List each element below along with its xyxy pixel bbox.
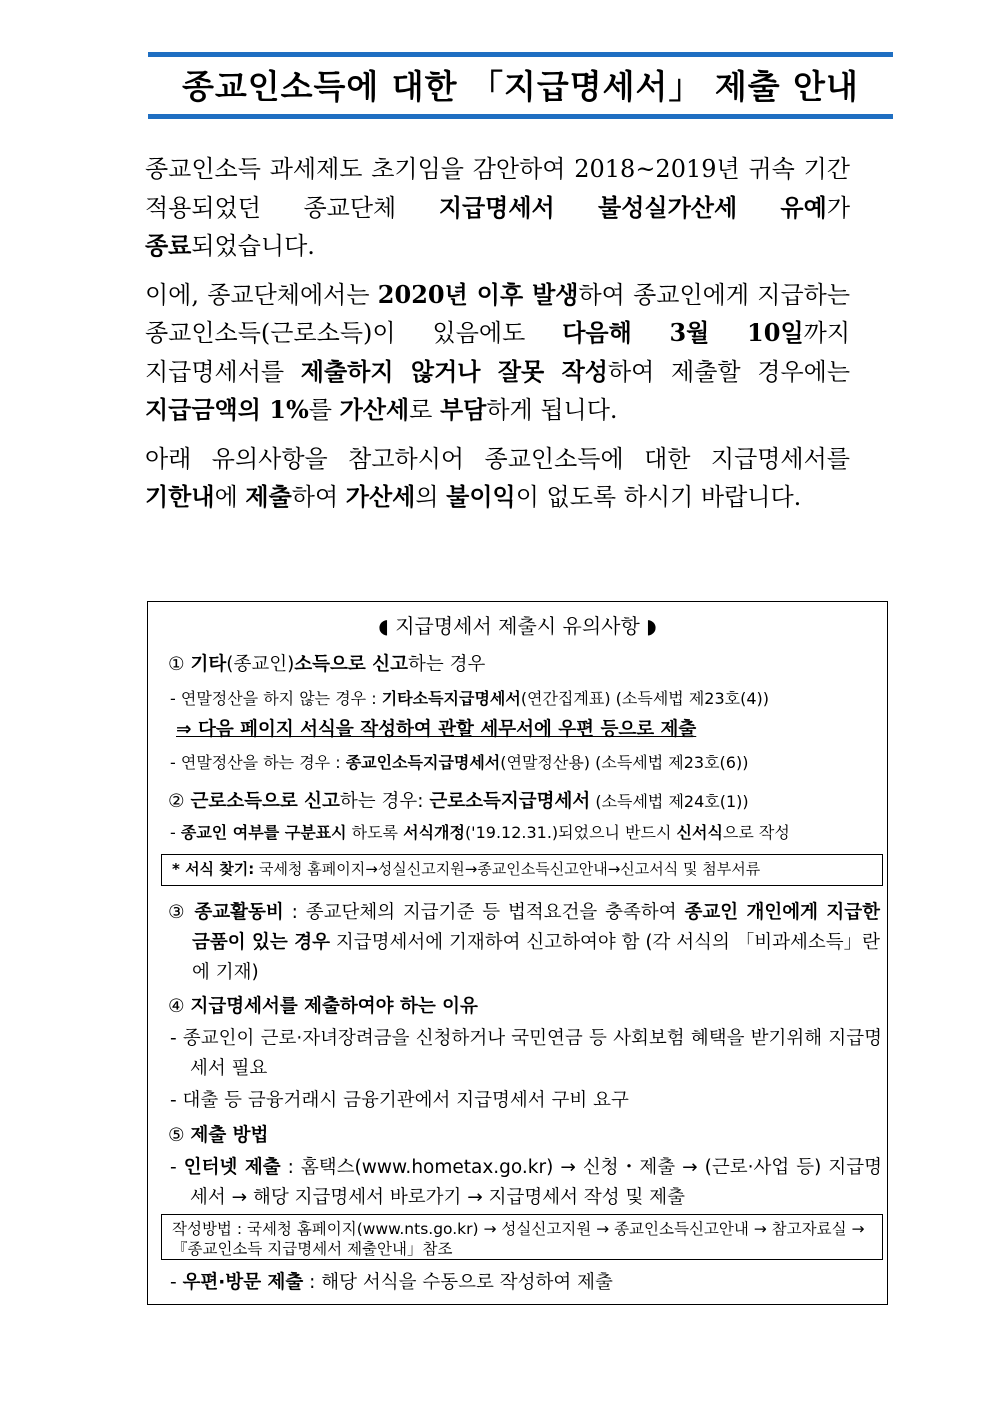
text: 를 — [308, 396, 340, 424]
intro-paragraph-3 — [145, 440, 850, 517]
text: - 연말정산을 하는 경우 : — [170, 753, 346, 772]
section-number: ③ — [168, 902, 187, 923]
title-bar — [148, 52, 893, 120]
text: - — [170, 1272, 183, 1293]
text: (연간집계표) (소득세법 제23호(4)) — [520, 689, 769, 708]
text: 하는 경우 — [407, 654, 486, 675]
write-method-note: 작성방법 : 국세청 홈페이지(www.nts.go.kr) → 성실신고지원 → 종교인소득신고안내 → 참고자료실 →『종교인소득 지급명세서 제출안내」참조 — [161, 1214, 883, 1260]
section-1-item-2 — [170, 748, 882, 777]
text: - — [170, 823, 181, 842]
intro-section — [145, 150, 850, 527]
text: : 해당 서식을 수동으로 작성하여 제출 — [303, 1272, 613, 1293]
title-bottom-rule — [148, 114, 893, 119]
text: 하여 제출할 경우에는 — [608, 357, 850, 386]
section-5-item-1 — [170, 1153, 882, 1213]
text: - 연말정산을 하지 않는 경우 : — [170, 689, 382, 708]
intro-paragraph-2 — [145, 276, 850, 430]
text: 까지 지급명세서를 — [145, 319, 851, 386]
text: 이 없도록 하시기 바랍니다. — [515, 483, 802, 511]
text: (연말정산용) (소득세법 제23호(6)) — [500, 753, 749, 772]
text: : 종교단체의 지급기준 등 법적요건을 충족하여 — [283, 902, 685, 923]
bold-text: 제출 방법 — [190, 1125, 269, 1146]
text: 으로 작성 — [722, 823, 790, 842]
bold-text: 지급명세서를 제출하여야 하는 이유 — [190, 996, 478, 1017]
box-heading: ◖ 지급명세서 제출시 유의사항 ◗ — [378, 614, 657, 638]
section-5-item-2 — [170, 1268, 882, 1297]
bold-text: 불이익 — [446, 482, 516, 511]
text: 국세청 홈페이지→성실신고지원→종교인소득신고안내→신고서식 및 첨부서류 — [254, 860, 761, 878]
text: ('19.12.31.)되었으니 반드시 — [464, 823, 677, 842]
bold-text: 서식개정 — [403, 823, 465, 842]
bold-text: 종교활동비 — [194, 902, 284, 923]
bold-text: 종료 — [145, 231, 192, 260]
bold-text: 종교인 여부를 구분표시 — [180, 823, 347, 842]
text: - — [170, 1157, 184, 1178]
bold-text: 인터넷 제출 — [183, 1157, 281, 1178]
notice-box — [147, 601, 888, 1305]
bold-text: 제출 — [245, 482, 292, 511]
bold-text: 가산세 — [339, 395, 410, 424]
text: : 홈택스(www.hometax.go.kr) → 신청・제출 → (근로·사업 등) 지급명세서 → 해당 지급명세서 바로가기 → 지급명세서 작성 및 제출 — [190, 1157, 882, 1208]
text: (종교인) — [226, 654, 295, 675]
bold-text: 다음해 3월 10일 — [562, 318, 804, 347]
bold-text: 지급금액의 1% — [145, 395, 309, 424]
text: 지급명세서에 기재하여 신고하여야 함 (각 서식의 「비과세소득」란에 기재) — [192, 932, 881, 983]
bold-text: 제출하지 않거나 잘못 작성 — [300, 356, 608, 386]
text: 에 — [214, 483, 246, 511]
text: 하는 경우: — [339, 791, 430, 812]
bold-text: 기타 — [190, 654, 227, 675]
bold-text: 우편·방문 제출 — [182, 1272, 304, 1293]
text: (소득세법 제24호(1)) — [590, 792, 749, 811]
text: 아래 유의사항을 참고하시어 종교인소득에 대한 지급명세서를 — [145, 444, 850, 473]
section-2-item-1 — [170, 818, 882, 847]
text: 가 — [826, 193, 850, 222]
title-top-rule — [148, 52, 893, 57]
intro-paragraph-1 — [145, 150, 850, 266]
bold-text: 가산세 — [345, 482, 416, 511]
bold-underlined-text: ⇒ 다음 페이지 서식을 작성하여 관할 세무서에 우편 등으로 제출 — [176, 719, 697, 740]
section-4-title — [168, 992, 880, 1021]
section-2-title — [168, 787, 880, 816]
bold-text: 2020년 이후 발생 — [377, 279, 579, 309]
text: 하여 종교인에게 지급하는 종교인소득(근로소득)이 있음에도 — [145, 280, 851, 347]
bold-text: * 서식 찾기: — [172, 860, 255, 878]
section-number: ⑤ — [168, 1125, 185, 1146]
text: 로 — [409, 396, 440, 424]
section-1-arrow-line — [176, 715, 888, 744]
page-title: 종교인소득에 대한 「지급명세서」 제출 안내 — [182, 67, 859, 106]
section-number: ① — [168, 654, 185, 675]
bold-text: 소득으로 신고 — [294, 654, 408, 675]
section-4-item-1: - 종교인이 근로·자녀장려금을 신청하거나 국민연금 등 사회보험 혜택을 받기위해 지급명세서 필요 — [170, 1028, 882, 1079]
bold-text: 종교인소득지급명세서 — [345, 753, 501, 772]
section-number: ② — [168, 791, 185, 812]
text: 이에, 종교단체에서는 — [145, 280, 378, 309]
text: 하도록 — [346, 823, 404, 842]
section-3 — [168, 898, 880, 988]
bold-text: 기타소득지급명세서 — [381, 689, 521, 708]
bold-text: 기한내 — [145, 482, 215, 511]
bold-text: 신서식 — [676, 823, 723, 842]
section-5-title — [168, 1121, 880, 1150]
bold-text: 종교인 개인에게 지급한 금품이 있는 경우 — [192, 902, 881, 953]
bold-text: 지급명세서 불성실가산세 유예 — [438, 192, 827, 222]
text: 종교인소득 과세제도 초기임을 감안하여 2018~2019년 귀속 기간 적용되었던 종교단체 — [145, 155, 850, 222]
section-number: ④ — [168, 996, 185, 1017]
text: 하게 됩니다. — [486, 396, 618, 424]
text: 하여 — [291, 483, 346, 511]
text: 되었습니다. — [191, 232, 315, 260]
section-1-title — [168, 650, 880, 679]
text: 의 — [415, 483, 447, 511]
bold-text: 근로소득으로 신고 — [190, 791, 340, 812]
form-find-note — [161, 854, 883, 886]
bold-text: 근로소득지급명세서 — [429, 791, 591, 812]
bold-text: 부담 — [440, 395, 487, 424]
section-1-item-1 — [170, 684, 882, 713]
section-4-item-2: - 대출 등 금융거래시 금융기관에서 지급명세서 구비 요구 — [170, 1090, 629, 1111]
